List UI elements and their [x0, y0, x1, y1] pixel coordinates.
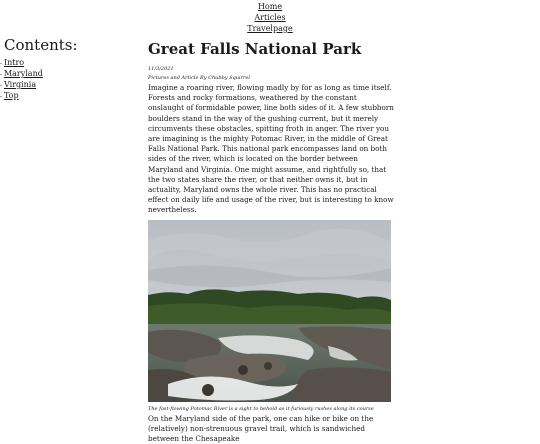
article-maryland-paragraph: On the Maryland side of the park, one can hike or bike on the (relatively) non-strenuous gravel trail, which is sandwiched between the Chesapeake	[148, 413, 374, 444]
contents-item-intro	[0, 58, 134, 69]
contents-heading: Contents:	[4, 36, 78, 54]
river-photo-illustration	[148, 220, 391, 402]
article	[148, 40, 394, 444]
contents-link-maryland[interactable]: Maryland	[3, 69, 43, 78]
nav-link-articles[interactable]: Articles	[254, 13, 286, 22]
contents-list	[4, 58, 134, 102]
article-intro-paragraph: Imagine a roaring river, flowing madly by for as long as time itself. Forests and rocky formations, weathered by the constant onslaught of formidable power, line both sides of it. A few stubborn boulders stand in the way of the gushing current, but it merely circumvents these obstacles, spitting froth in anger. The river you are imagining is the mighty Potomac River, in the middle of Great Falls National Park. This national park encompasses land on both sides of the river, which is located on the border between Maryland and Virginia. One might assume, and rightfully so, that the two states share the river, or that neither owns it, but in actuality, Maryland owns the whole river. This has no practical effect on daily life and usage of the river, but is interesting to know nevertheless.	[148, 83, 394, 215]
nav-link-travelpage[interactable]: Travelpage	[247, 24, 293, 33]
river-photo	[148, 220, 391, 402]
contents-item-top	[0, 91, 134, 102]
article-date: 11/3/2021	[148, 66, 174, 72]
nav-link-home[interactable]: Home	[257, 2, 283, 11]
article-title: Great Falls National Park	[148, 40, 362, 58]
contents-link-intro[interactable]: Intro	[3, 58, 25, 67]
top-navigation	[0, 1, 540, 34]
article-byline: Pictures and Article By Chubby Squirrel	[148, 75, 250, 81]
contents-link-top[interactable]: Top	[3, 91, 19, 100]
table-of-contents	[4, 37, 134, 102]
photo-caption: The fast-flowing Potomac River is a sight to behold as it furiously rushes along its course	[148, 405, 374, 412]
contents-item-virginia	[0, 80, 134, 91]
contents-link-virginia[interactable]: Virginia	[3, 80, 37, 89]
contents-item-maryland	[0, 69, 134, 80]
